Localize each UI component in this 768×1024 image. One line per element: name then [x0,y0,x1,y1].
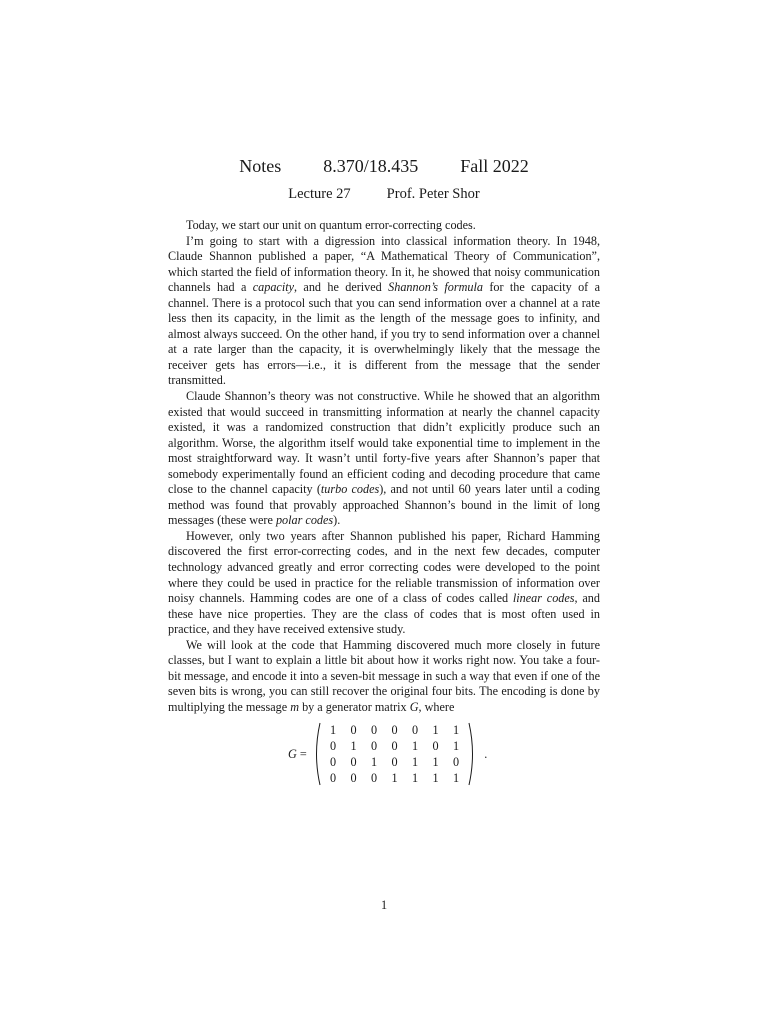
term-label: Fall 2022 [460,156,529,176]
paragraph-3 [168,389,600,529]
paragraph-2 [168,234,600,389]
matrix-cell: 0 [350,771,357,785]
paragraph-2-text-e: for the capacity of a channel. There is a protocol such that you can send information over a channel at a rate less then its capacity, in the limit as the length of the message goes to infinity, and almost always succeed. On the other hand, if you try to send information over a channel at a rate larger than the capacity, it is overwhelmingly likely that the message the receiver gets has errors—i.e., it is different from the message that the sender transmitted. [168,280,600,388]
equals-sign: = [296,746,307,761]
matrix-cell: 0 [370,739,378,753]
matrix-cell: 1 [432,723,439,737]
paragraph-1-text: Today, we start our unit on quantum error-correcting codes. [186,218,476,232]
paragraph-5-text-e: , where [418,699,455,714]
matrix-cell: 1 [452,771,460,785]
paragraph-4-text-a: However, only two years after Shannon published his paper, Richard Hamming discovered the first error-correcting codes, and in the next few decades, computer technology advanced greatly and error correcting codes were developed to the point where they could be used in practice for the reliable transmission of information over noisy channels. Hamming codes are one of a class of codes called [168,528,600,606]
matrix-cell: 0 [329,771,337,785]
shannons-formula-term: Shannon’s formula [388,280,483,295]
lecture-body [168,218,600,716]
matrix-label [288,747,307,762]
matrix-cell: 1 [411,739,419,753]
paragraph-3-text-e: ). [333,513,341,528]
paragraph-5 [168,638,600,716]
matrix-cell: 1 [329,723,337,737]
paragraph-5-text-a: We will look at the code that Hamming discovered much more closely in future classes, but I want to explain a little bit about how it works right now. You take a four-bit message, and encode it into a seven-bit message in such a way that even if one of the seven bits is wrong, you can still recover the original four bits. The encoding is done by multiplying the message [168,637,600,714]
matrix-cell: 1 [452,739,460,753]
course-number: 8.370/18.435 [323,156,419,176]
matrix-cell: 1 [432,755,439,769]
right-paren-icon [468,722,476,786]
matrix-cell: 0 [370,771,378,785]
left-paren-icon [313,722,321,786]
generator-matrix-equation [288,722,487,786]
matrix-cell: 0 [391,739,398,753]
paragraph-2-text-c: , and he derived [294,280,389,295]
course-header [0,156,768,177]
matrix-cell: 1 [452,723,460,737]
lecture-number: Lecture 27 [288,186,351,202]
matrix-cell: 0 [391,723,398,737]
lecture-header [0,186,768,203]
capacity-term: capacity [252,280,295,295]
turbo-codes-term: turbo codes [320,482,380,497]
generator-matrix-variable: G [409,699,419,714]
matrix-cell: 0 [452,755,460,769]
message-variable: m [290,699,300,714]
polar-codes-term: polar codes [275,513,334,528]
professor-name: Prof. Peter Shor [386,186,480,202]
matrix-cell: 1 [411,771,419,785]
matrix-cell: 0 [350,723,357,737]
matrix-cell: 0 [370,723,378,737]
matrix-cell: 0 [329,739,337,753]
paragraph-3-text-c: ), and not until 60 years later until a coding method was found that provably approached Shannon’s bound in the limit of long messages (these were [168,482,600,528]
matrix-variable: G [288,746,297,761]
matrix-grid [321,722,469,786]
matrix-cell: 1 [391,771,398,785]
linear-codes-term: linear codes [512,591,575,606]
matrix-cell: 0 [350,755,357,769]
paragraph-4 [168,529,600,638]
matrix-cell: 0 [391,755,398,769]
matrix-cell: 1 [350,739,357,753]
matrix-cell: 0 [432,739,439,753]
paragraph-1 [168,218,600,234]
paragraph-4-text-c: , and these have nice properties. They are the class of codes that is most often used in practice, and they have received extensive study. [168,591,600,637]
matrix-cell: 0 [411,723,419,737]
paragraph-2-text-a: I’m going to start with a digression into classical information theory. In 1948, Claude Shannon published a paper, “A Mathematical Theory of Communication”, which started the field of information theory. In it, he showed that noisy communication channels had a [168,233,600,295]
matrix-cell: 0 [329,755,337,769]
paragraph-3-text-a: Claude Shannon’s theory was not constructive. While he showed that an algorithm existed that would succeed in transmitting information at nearly the channel capacity existed, it was a randomized construction that didn’t explicitly produce such an algorithm. Worse, the algorithm itself would take exponential time to implement in the most straightforward way. It wasn’t until forty-five years after Shannon’s paper that somebody experimentally found an efficient coding and decoding procedure that came close to the channel capacity ( [168,389,600,497]
matrix-cell: 1 [370,755,378,769]
matrix-period: . [484,746,488,761]
matrix-cell: 1 [411,755,419,769]
notes-label: Notes [239,156,282,176]
paragraph-5-text-c: by a generator matrix [299,699,410,714]
matrix-cell: 1 [432,771,439,785]
page-number: 1 [380,898,388,912]
